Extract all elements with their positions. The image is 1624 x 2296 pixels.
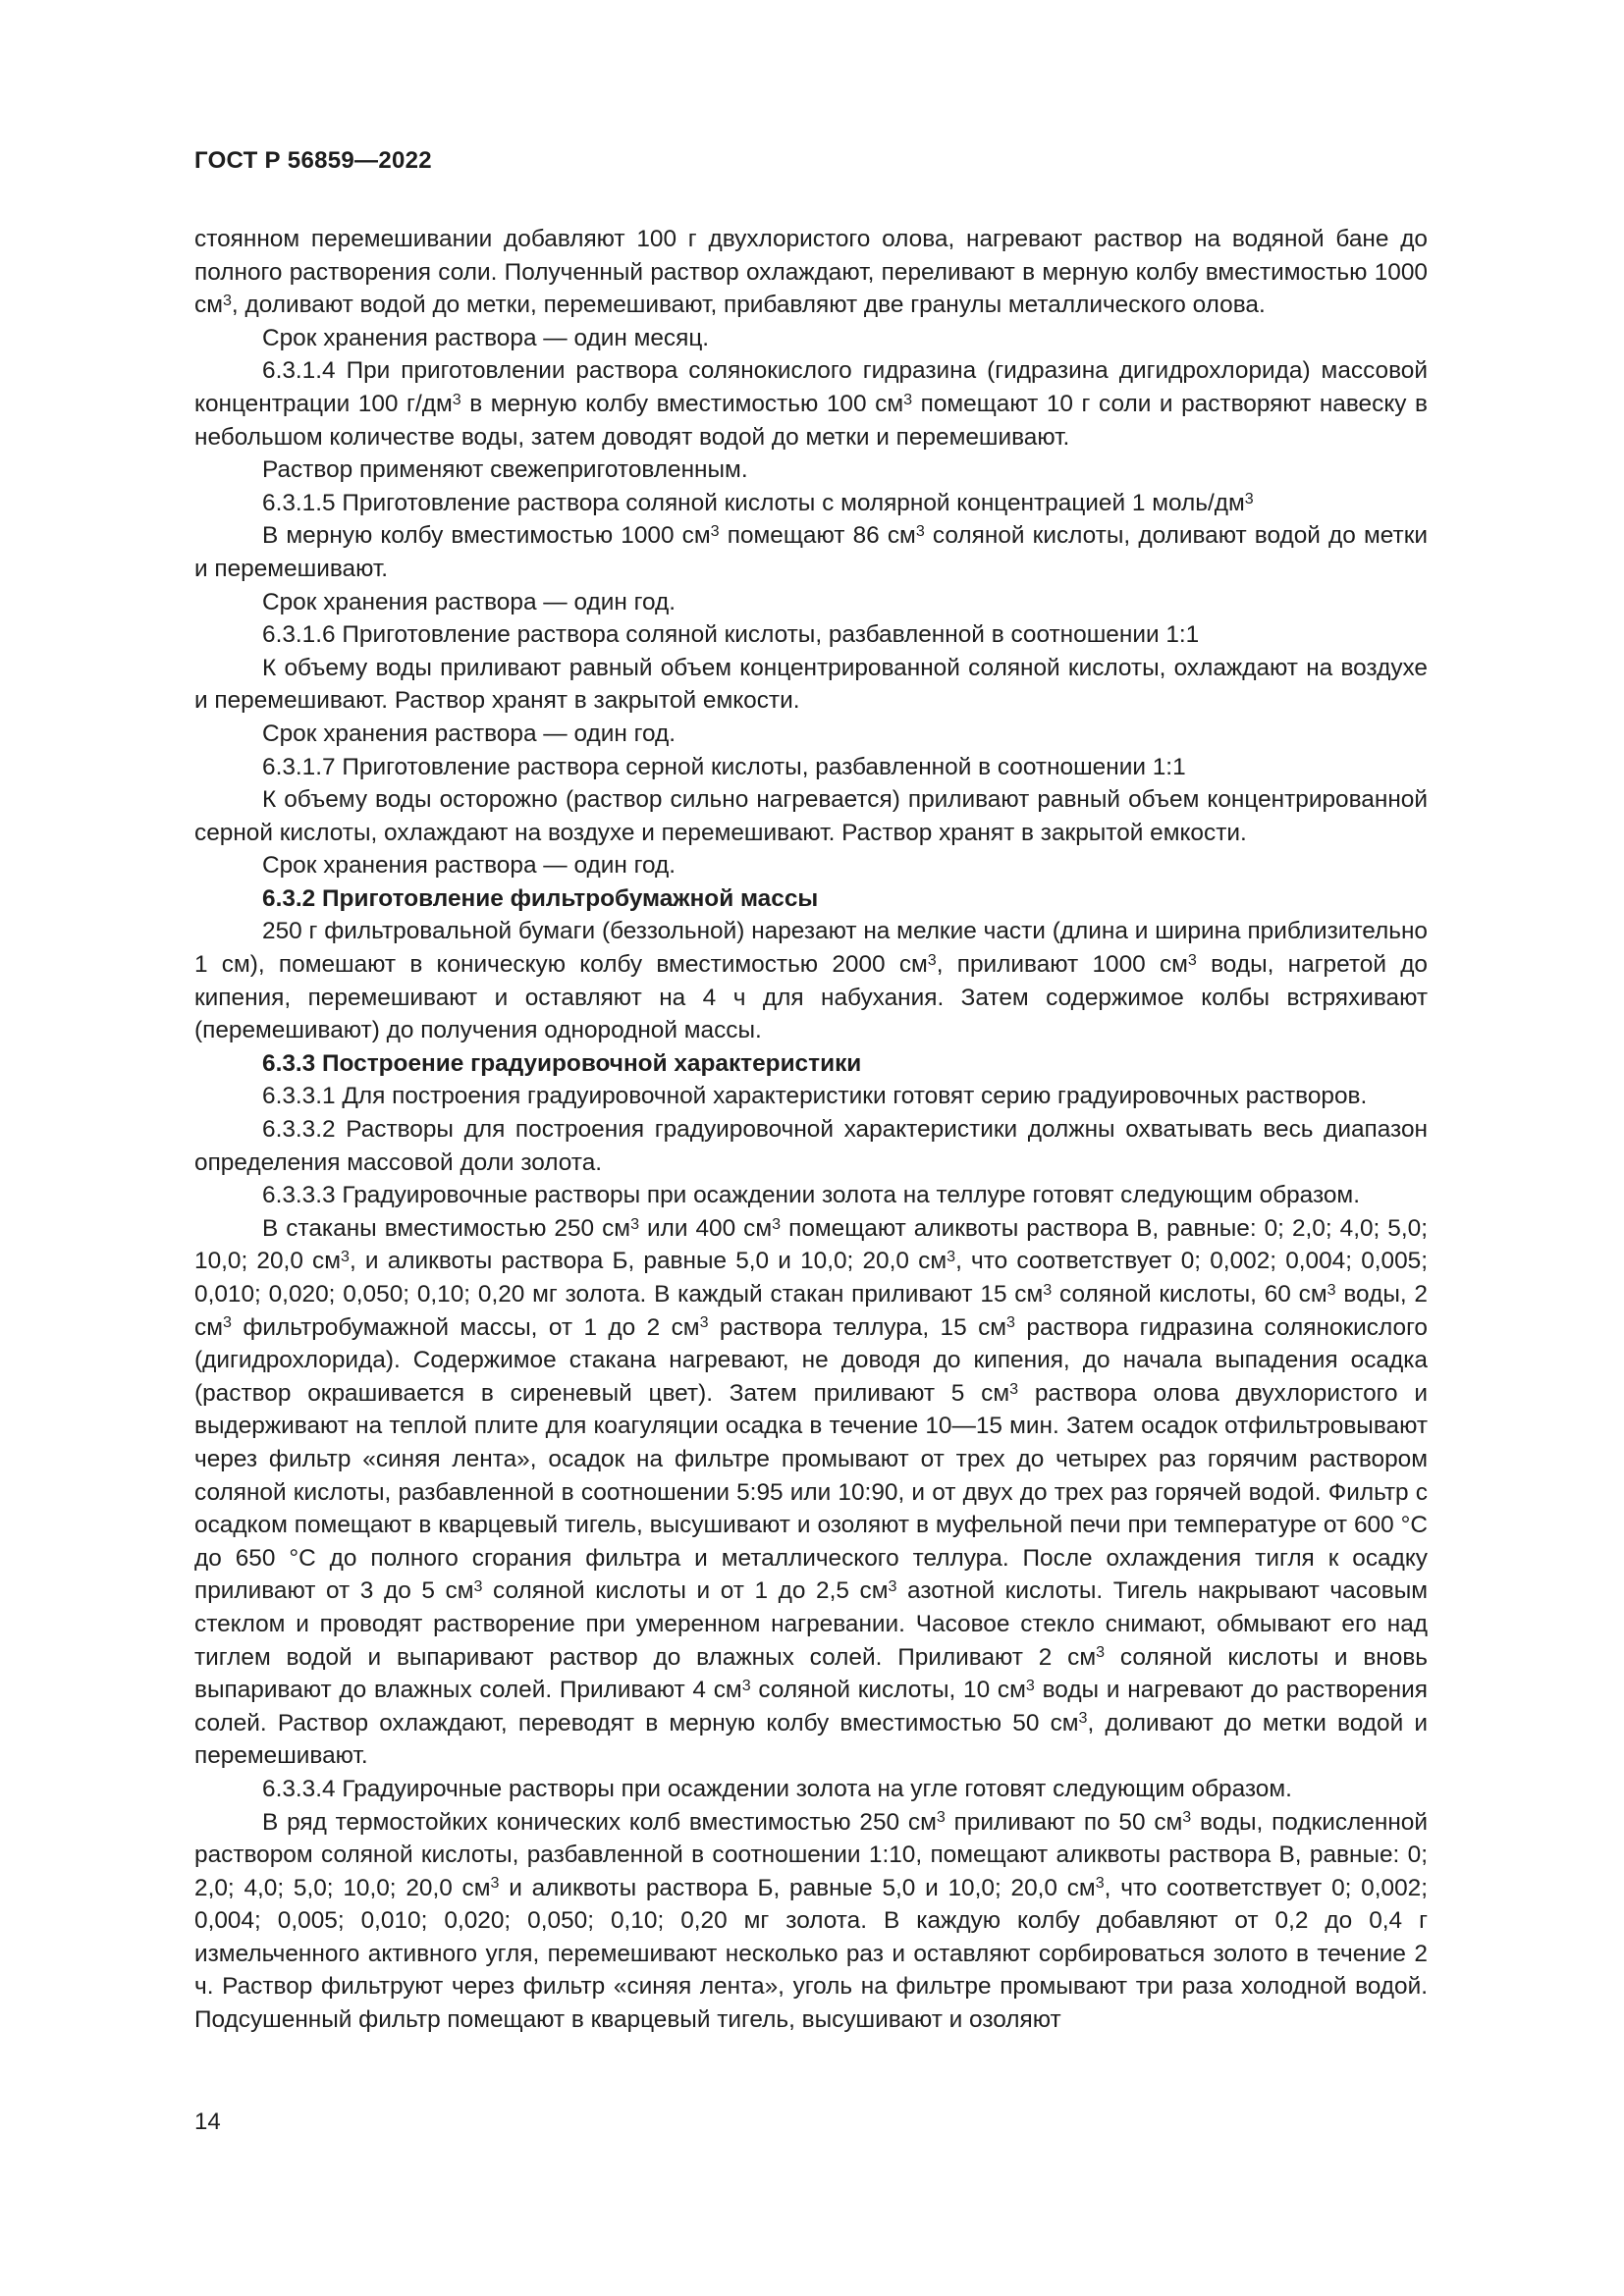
paragraph: К объему воды осторожно (раствор сильно нагревается) приливают равный объем концентрированной серной кислоты, охлаждают на воздухе и перемешивают. Раствор хранят в закрытой емкости. — [194, 786, 1428, 846]
paragraph: В стаканы вместимостью 250 $см^3$ или 400 $см^3$ помещают аликвоты раствора В, равные: 0; 2,0; 4,0; 5,0; 10,0; 20,0 $см^3$, и аликвоты раствора Б, равные 5,0 и 10,0; 20,0 $см^3$, что соответствует 0; 0,002; 0,004; 0,005; 0,010; 0,020; 0,050; 0,10; 0,20 мг золота. В каждый стакан приливают 15 $см^3$ соляной кислоты, 60 $см^3$ воды, 2 $см^3$ фильтробумажной массы, от 1 до 2 $см^3$ раствора теллура, 15 $см^3$ раствора гидразина солянокислого (дигидрохлорида). Содержимое стакана нагревают, не доводя до кипения, до начала выпадения осадка (раствор окрашивается в сиреневый цвет). Затем приливают 5 $см^3$ раствора олова двухлористого и выдерживают на теплой плите для коагуляции осадка в течение 10—15 мин. Затем осадок отфильтровывают через фильтр «синяя лента», осадок на фильтре промывают от трех до четырех раз горячим раствором соляной кислоты, разбавленной в соотношении 5:95 или 10:90, и от двух до трех раз горячей водой. Фильтр с осадком помещают в кварцевый тигель, высушивают и озоляют в муфельной печи при температуре от 600 °С до 650 °С до полного сгорания фильтра и металлического теллура. После охлаждения тигля к осадку приливают от 3 до 5 $см^3$ соляной кислоты и от 1 до 2,5 $см^3$ азотной кислоты. Тигель накрывают часовым стеклом и проводят растворение при умеренном нагревании. Часовое стекло снимают, обмывают его над тиглем водой и выпаривают раствор до влажных солей. Приливают 2 $см^3$ соляной кислоты и вновь выпаривают до влажных солей. Приливают 4 $см^3$ соляной кислоты, 10 $см^3$ воды и нагревают до растворения солей. Раствор охлаждают, переводят в мерную колбу вместимостью 50 $см^3$, доливают до метки водой и перемешивают. — [194, 1214, 1429, 1770]
section-heading: 6.3.2 Приготовление фильтробумажной массы — [262, 884, 819, 912]
paragraph: 6.3.3.3 Градуировочные растворы при осаждении золота на теллуре готовят следующим образом. — [262, 1182, 1360, 1209]
paragraph: Срок хранения раствора — один год. — [262, 588, 676, 615]
paragraph: Раствор применяют свежеприготовленным. — [262, 456, 748, 484]
document-header: ГОСТ Р 56859—2022 — [194, 147, 432, 174]
paragraph: 6.3.1.6 Приготовление раствора соляной кислоты, разбавленной в соотношении 1:1 — [262, 621, 1200, 649]
paragraph: стоянном перемешивании добавляют 100 г двухлористого олова, нагревают раствор на водяной бане до полного растворения соли. Полученный раствор охлаждают, переливают в мерную колбу вместимостью 1000 $см^3$, доливают водой до метки, перемешивают, прибавляют две гранулы металлического олова. — [194, 226, 1428, 319]
paragraph: 6.3.3.4 Градуирочные растворы при осаждении золота на угле готовят следующим образом. — [262, 1775, 1292, 1802]
paragraph: Срок хранения раствора — один месяц. — [262, 324, 710, 351]
document-body — [194, 223, 1428, 2037]
paragraph: В мерную колбу вместимостью 1000 $см^3$ помещают 86 $см^3$ соляной кислоты, доливают водой до метки и перемешивают. — [194, 522, 1428, 582]
section-heading: 6.3.3 Построение градуировочной характеристики — [262, 1049, 862, 1077]
paragraph: Срок хранения раствора — один год. — [262, 720, 676, 747]
paragraph: В ряд термостойких конических колб вместимостью 250 $см^3$ приливают по 50 $см^3$ воды, подкисленной раствором соляной кислоты, разбавленной в соотношении 1:10, помещают аликвоты раствора В, равные: 0; 2,0; 4,0; 5,0; 10,0; 20,0 $см^3$ и аликвоты раствора Б, равные 5,0 и 10,0; 20,0 $см^3$, что соответствует 0; 0,002; 0,004; 0,005; 0,010; 0,020; 0,050; 0,10; 0,20 мг золота. В каждую колбу добавляют от 0,2 до 0,4 г измельченного активного угля, перемешивают несколько раз и оставляют сорбироваться золото в течение 2 ч. Раствор фильтруют через фильтр «синяя лента», уголь на фильтре промывают три раза холодной водой. Подсушенный фильтр помещают в кварцевый тигель, высушивают и озоляют — [194, 1808, 1428, 2034]
paragraph: 6.3.3.2 Растворы для построения градуировочной характеристики должны охватывать весь диапазон определения массовой доли золота. — [194, 1116, 1428, 1176]
paragraph: К объему воды приливают равный объем концентрированной соляной кислоты, охлаждают на воздухе и перемешивают. Раствор хранят в закрытой емкости. — [194, 654, 1428, 715]
page-number: 14 — [194, 2109, 221, 2135]
paragraph: 6.3.3.1 Для построения градуировочной характеристики готовят серию градуировочных растворов. — [262, 1083, 1368, 1110]
paragraph: 6.3.1.7 Приготовление раствора серной кислоты, разбавленной в соотношении 1:1 — [262, 753, 1186, 780]
paragraph: 250 г фильтровальной бумаги (беззольной) нарезают на мелкие части (длина и ширина приблизительно 1 см), помешают в коническую колбу вместимостью 2000 $см^3$, приливают 1000 $см^3$ воды, нагретой до кипения, перемешивают и оставляют на 4 ч для набухания. Затем содержимое колбы встряхивают (перемешивают) до получения однородной массы. — [194, 918, 1428, 1044]
paragraph: Срок хранения раствора — один год. — [262, 852, 676, 880]
paragraph: 6.3.1.5 Приготовление раствора соляной кислоты с молярной концентрацией 1 моль/$дм^3$ — [262, 489, 1254, 516]
paragraph: 6.3.1.4 При приготовлении раствора солянокислого гидразина (гидразина дигидрохлорида) массовой концентрации 100 $г/дм^3$ в мерную колбу вместимостью 100 $см^3$ помещают 10 г соли и растворяют навеску в небольшом количестве воды, затем доводят водой до метки и перемешивают. — [194, 357, 1428, 451]
